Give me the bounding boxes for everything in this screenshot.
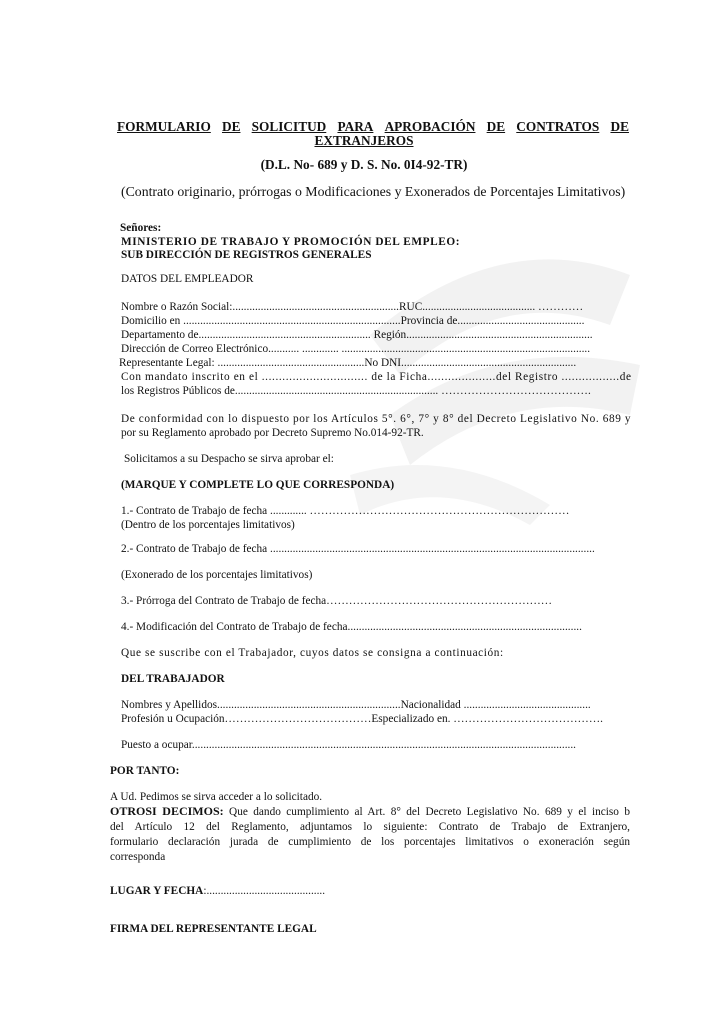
- place-date-fill: :..........................................: [203, 885, 326, 897]
- legal-basis-line1: De conformidad con lo dispuesto por los Artículos 5°. 6°, 7° y 8° del Decreto Legislativo No. 689 y: [121, 413, 632, 425]
- otrosi-label: OTROSI DECIMOS:: [110, 804, 224, 818]
- title-word: FORMULARIO: [117, 119, 211, 134]
- employer-mandate-line: Con mandato inscrito en el ............................... de la Ficha....................del Registro .................de: [121, 371, 632, 383]
- salutation: Señores:: [120, 222, 162, 234]
- employer-address-line: Domicilio en .............................................................................Provincia de.............................................: [121, 315, 585, 327]
- otrosi-line4: corresponda: [110, 851, 166, 863]
- request-item-3: 3.- Prórroga del Contrato de Trabajo de fecha……………………………………………………: [121, 595, 553, 607]
- request-intro: Solicitamos a su Despacho se sirva aprobar el:: [124, 453, 334, 465]
- worker-position-line: Puesto a ocupar........................................................................................................................................: [121, 739, 576, 751]
- otrosi-line1: [110, 804, 630, 820]
- otrosi-line3: formulario declaración jurada de cumplimiento de los porcentajes limitativos o exoneración según: [110, 836, 630, 848]
- form-title-line2: EXTRANJEROS: [314, 133, 414, 148]
- request-item-4: 4.- Modificación del Contrato de Trabajo de fecha...................................................................................: [121, 621, 582, 633]
- title-word: CONTRATOS: [516, 119, 600, 134]
- title-word: DE: [221, 119, 241, 134]
- por-tanto: POR TANTO:: [110, 765, 180, 777]
- title-word: DE: [486, 119, 506, 134]
- signature-label: FIRMA DEL REPRESENTANTE LEGAL: [110, 923, 317, 935]
- otrosi-line2: del Artículo 12 del Reglamento, adjuntamos lo siguiente: Contrato de Trabajo de Extranjero,: [110, 821, 630, 833]
- otrosi-text-1: Que dando cumplimiento al Art. 8° del Decreto Legislativo No. 689 y el inciso b: [229, 806, 630, 818]
- form-subtitle: (Contrato originario, prórrogas o Modificaciones y Exonerados de Porcentajes Limitativos): [121, 184, 626, 199]
- place-date-label: LUGAR Y FECHA: [110, 885, 204, 897]
- title-word: SOLICITUD: [251, 119, 327, 134]
- place-date-line: [110, 884, 325, 898]
- worker-name-line: Nombres y Apellidos.................................................................Nacionalidad .............................................: [121, 699, 591, 711]
- employer-heading: DATOS DEL EMPLEADOR: [121, 273, 254, 285]
- request-item-1-note: (Dentro de los porcentajes limitativos): [121, 519, 295, 531]
- worker-heading: DEL TRABAJADOR: [121, 673, 225, 685]
- legal-reference: (D.L. No- 689 y D. S. No. 0I4-92-TR): [260, 157, 468, 172]
- title-word: APROBACIÓN: [384, 119, 476, 134]
- request-item-2: 2.- Contrato de Trabajo de fecha ...................................................................................................................: [121, 543, 595, 555]
- employer-representative-line: Representante Legal: ....................................................No DNI..............................................................: [119, 357, 577, 369]
- otrosi-paragraph: [110, 804, 630, 865]
- title-word: DE: [610, 119, 629, 134]
- worker-profession-line: Profesión u Ocupación…………………………………Especializado en. ………………………………….: [121, 713, 603, 725]
- employer-department-line: Departamento de............................................................. Región..................................................................: [121, 329, 593, 341]
- closing-request: A Ud. Pedimos se sirva acceder a lo solicitado.: [110, 791, 323, 803]
- ministry-name: MINISTERIO DE TRABAJO Y PROMOCIÓN DEL EMPLEO:: [121, 236, 461, 248]
- legal-basis-line2: por su Reglamento aprobado por Decreto Supremo No.014-92-TR.: [121, 427, 424, 439]
- employer-name-ruc-line: Nombre o Razón Social:...........................................................RUC........................................ …………: [121, 301, 584, 313]
- title-word: PARA: [337, 119, 374, 134]
- employer-registry-line: los Registros Públicos de........................................................................ ………………………………….: [121, 385, 591, 397]
- request-item-1: 1.- Contrato de Trabajo de fecha ............. ……………………………………………………………: [121, 505, 570, 517]
- request-item-2-note: (Exonerado de los porcentajes limitativos): [121, 569, 313, 581]
- employer-email-line: Dirección de Correo Electrónico........... ............. ........................................................................................: [121, 343, 591, 355]
- worker-intro: Que se suscribe con el Trabajador, cuyos datos se consigna a continuación:: [121, 647, 504, 659]
- instruction-text: (MARQUE Y COMPLETE LO QUE CORRESPONDA): [121, 479, 395, 491]
- directorate-name: SUB DIRECCIÓN DE REGISTROS GENERALES: [121, 249, 372, 261]
